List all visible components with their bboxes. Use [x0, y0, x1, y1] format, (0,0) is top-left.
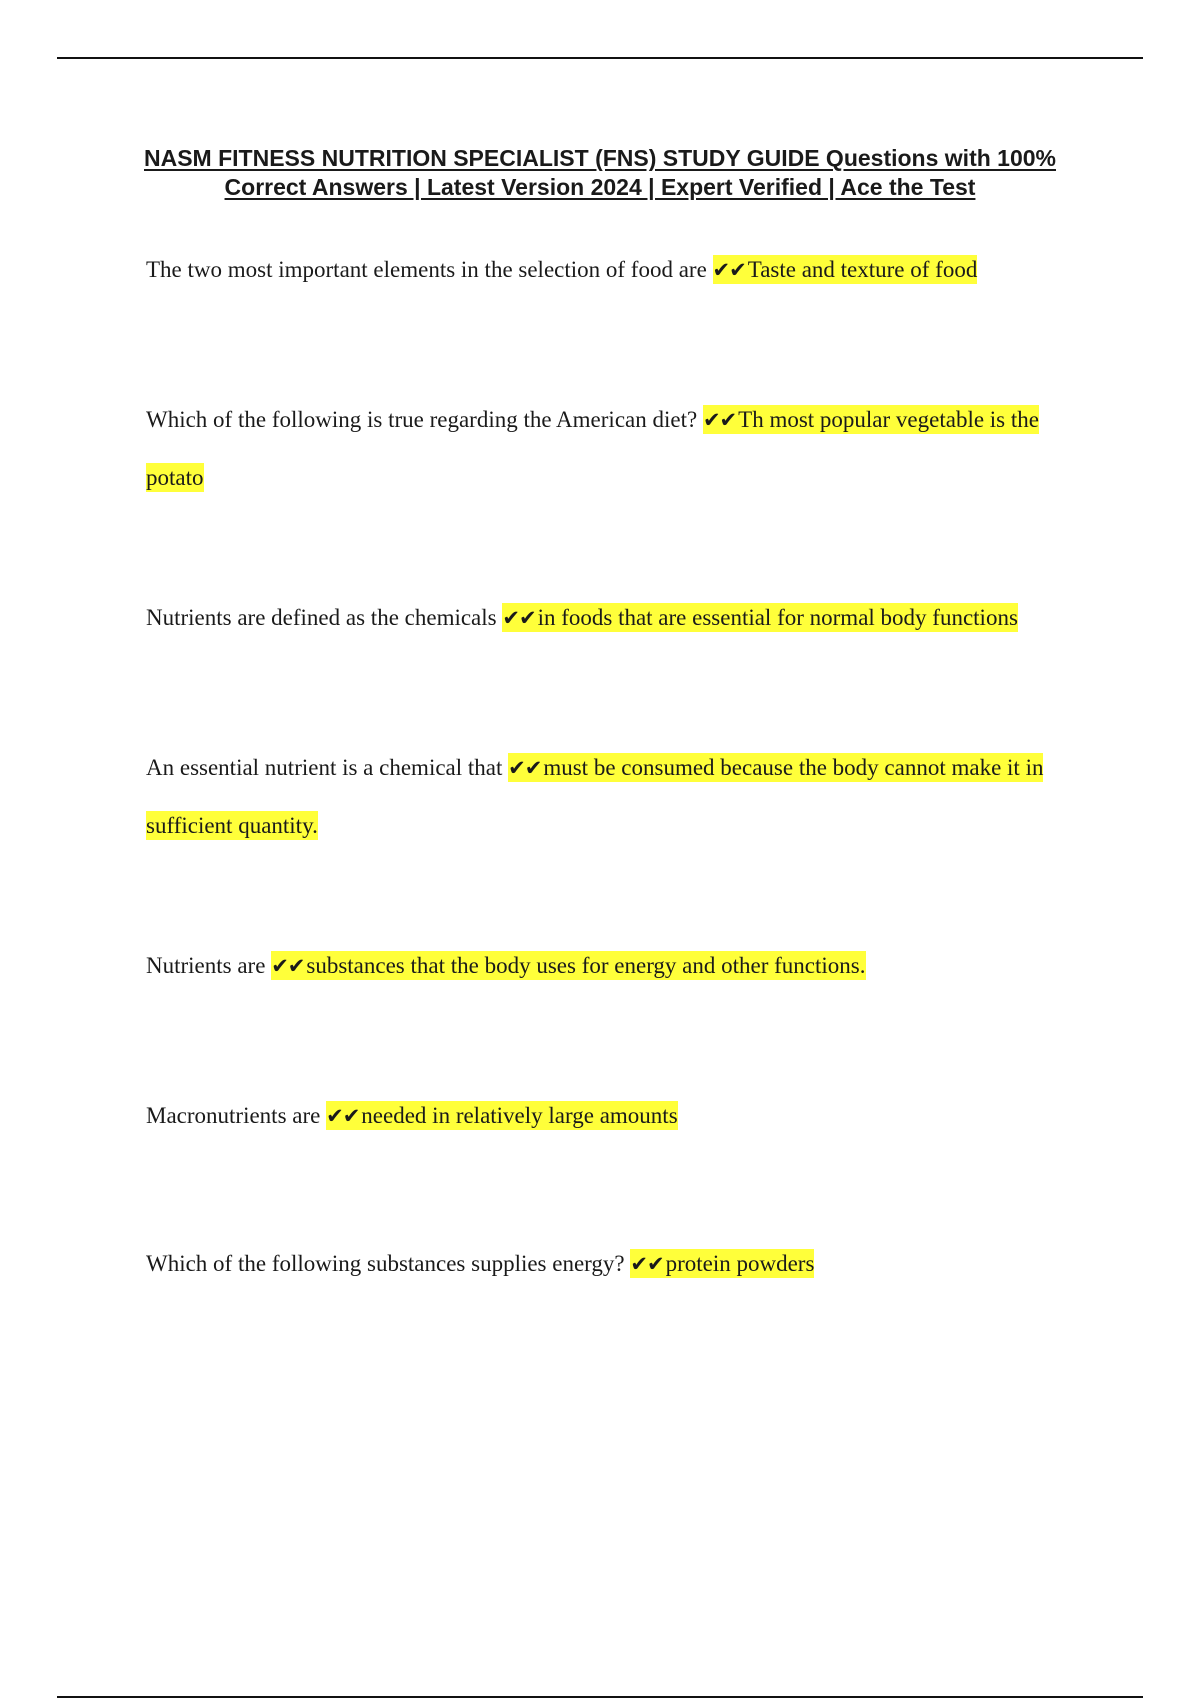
answer-text: needed in relatively large amounts	[361, 1103, 678, 1128]
question-text: Macronutrients are	[146, 1103, 321, 1128]
top-rule	[57, 57, 1143, 59]
double-check-icon: ✔✔	[630, 1252, 664, 1276]
double-check-icon: ✔✔	[508, 756, 542, 780]
document-title: NASM FITNESS NUTRITION SPECIALIST (FNS) STUDY GUIDE Questions with 100% Correct Answers | Latest Version 2024 | Expert Verified | Ace the Test	[144, 145, 1056, 200]
answer-text: must be consumed because the body cannot make it in sufficient quantity.	[146, 755, 1044, 838]
question-text: Nutrients are defined as the chemicals	[146, 605, 497, 630]
double-check-icon: ✔✔	[712, 258, 746, 282]
answer-highlight	[502, 603, 1018, 632]
qa-item	[146, 241, 1086, 299]
bottom-rule	[57, 1696, 1143, 1698]
question-text: An essential nutrient is a chemical that	[146, 755, 503, 780]
qa-item	[146, 1087, 1086, 1145]
answer-text: Taste and texture of food	[747, 257, 978, 282]
qa-item	[146, 937, 1086, 995]
answer-text: substances that the body uses for energy and other functions.	[306, 953, 866, 978]
answer-text: in foods that are essential for normal body functions	[537, 605, 1018, 630]
question-text: Which of the following substances supplies energy?	[146, 1251, 625, 1276]
qa-item	[146, 739, 1086, 855]
answer-highlight	[271, 951, 865, 980]
qa-item	[146, 589, 1086, 647]
answer-highlight	[713, 255, 978, 284]
qa-item	[146, 1235, 1086, 1293]
question-text: The two most important elements in the selection of food are	[146, 257, 707, 282]
double-check-icon: ✔✔	[326, 1104, 360, 1128]
double-check-icon: ✔✔	[702, 408, 737, 432]
double-check-icon: ✔✔	[502, 606, 536, 630]
answer-highlight	[326, 1101, 678, 1130]
qa-item	[146, 391, 1086, 507]
double-check-icon: ✔✔	[271, 954, 305, 978]
question-text: Nutrients are	[146, 953, 266, 978]
answer-text: protein powders	[665, 1251, 815, 1276]
question-text: Which of the following is true regarding the American diet?	[146, 407, 698, 432]
answer-highlight	[630, 1249, 814, 1278]
answer-text: Th most popular vegetable is the potato	[146, 407, 1039, 490]
